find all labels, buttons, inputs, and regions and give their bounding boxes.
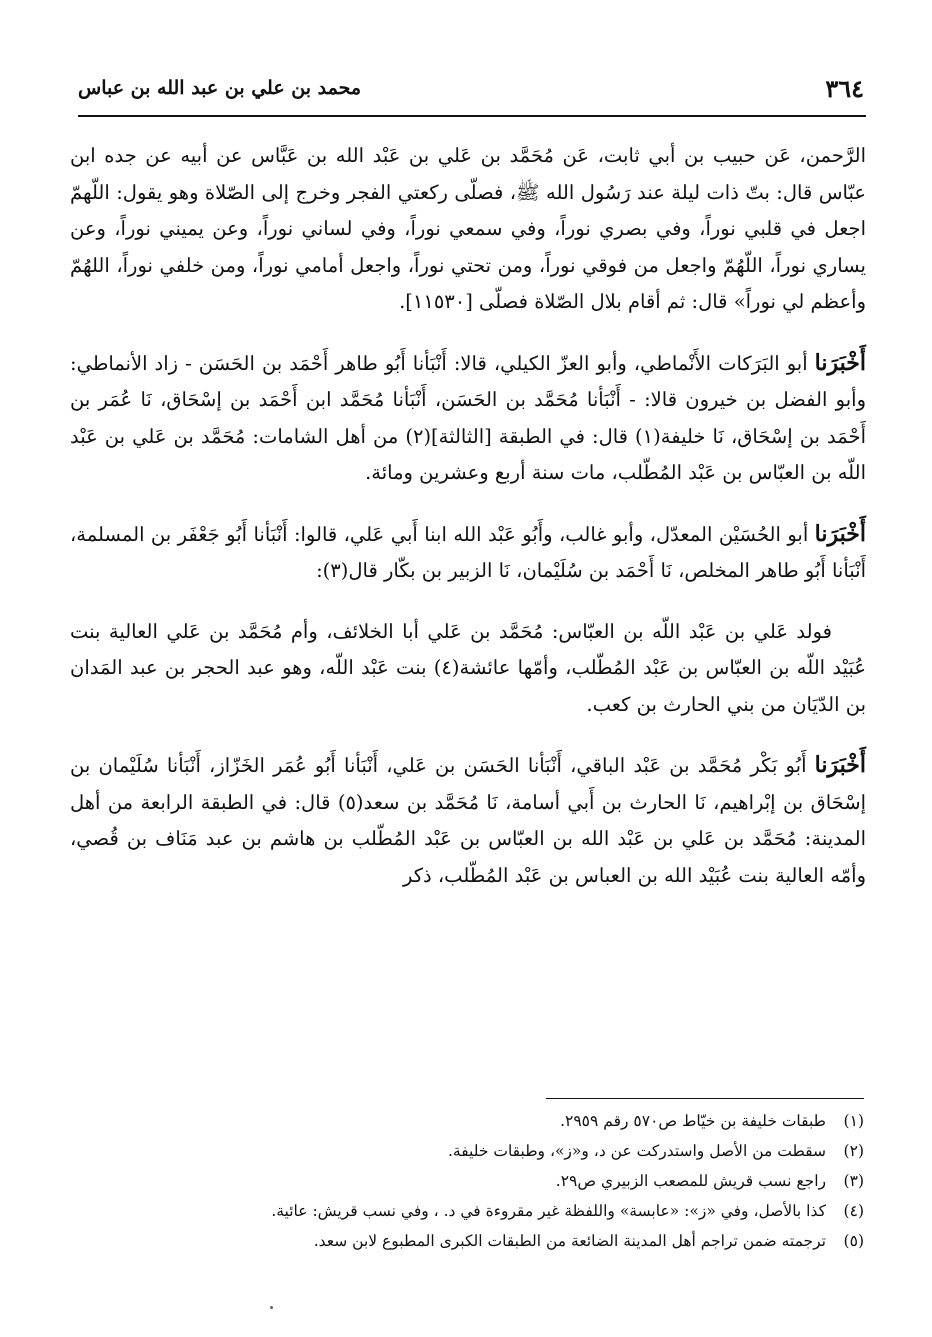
header-rule xyxy=(78,115,866,117)
footnote-text: كذا بالأصل، وفي «ز»: «عابسة» واللفظة غير مقروءة في د. ، وفي نسب قريش: عائية. xyxy=(271,1202,826,1220)
footnote-rule xyxy=(546,1098,864,1099)
paragraph-4 xyxy=(70,614,866,724)
running-title: محمد بن علي بن عبد الله بن عباس xyxy=(78,77,362,99)
paragraph-text: أَبُو بَكْر مُحَمَّد بن عَبْد الباقي، أَنْبَأنا الحَسَن بن عَلي، أَنْبَأنا أَبُو عُمَر الخَزّاز، أَنْبَأنا سُلَيْمان بن إسْحَاق بن إبْراهيم، نَا الحارث بن أَبي أسامة، نَا مُحَمَّد بن سعد(٥) قال: في الطبقة الرابعة من أهل المدينة: مُحَمَّد بن عَلي بن عَبْد الله بن العبّاس بن عَبْد المُطّلب بن هاشم بن عبد مَنَاف بن قُصي، وأمّه العالية بنت عُبَيْد الله بن العباس بن عَبْد المُطّلب، ذكر xyxy=(70,754,866,887)
paragraph-1 xyxy=(70,138,866,321)
paragraph-text: فولد عَلي بن عَبْد اللّه بن العبّاس: مُحَمَّد بن عَلي أبا الخلائف، وأم مُحَمَّد بن عَلي العالية بنت عُبَيْد اللّه بن العبّاس بن عَبْد المُطّلب، وأمّها عائشة(٤) بنت عَبْد اللّه، وهو عبد الحجر بن عبد المَدان بن الدّيَان من بني الحارث بن كعب. xyxy=(70,619,866,716)
paragraph-2 xyxy=(70,345,866,492)
paragraph-3 xyxy=(70,516,866,590)
footnote-number: (٥) xyxy=(843,1232,864,1250)
footnote-number: (٣) xyxy=(843,1172,864,1190)
footnote-text: ترجمته ضمن تراجم أهل المدينة الضائعة من الطبقات الكبرى المطبوع لابن سعد. xyxy=(313,1232,826,1250)
paragraph-text: أبو البَرَكات الأَنْماطي، وأبو العزّ الكيلي، قالا: أَنْبَأنا أَبُو طاهر أَحْمَد بن الحَسَن - زاد الأنماطي: وأبو الفضل بن خيرون قالا: - أَنْبَأنا مُحَمَّد بن الحَسَن، أَنْبَأنا مُحَمَّد ابن أَحْمَد بن إسْحَاق، نَا عُمَر بن أَحْمَد بن إسْحَاق، نَا خليفة(١) قال: في الطبقة [الثالثة](٢) من أهل الشامات: مُحَمَّد بن عَلي بن عَبْد اللّه بن العبّاس بن عَبْد المُطّلب، مات سنة أربع وعشرين ومائة. xyxy=(70,351,866,484)
footnote-text: راجع نسب قريش للمصعب الزبيري ص٢٩. xyxy=(555,1172,826,1190)
footnote-5 xyxy=(80,1226,864,1256)
footnote-number: (٤) xyxy=(843,1202,864,1220)
page-header xyxy=(78,70,864,106)
scan-speck xyxy=(270,1306,273,1309)
footnotes xyxy=(80,1106,864,1256)
paragraph-text: الرَّحمن، عَن حبيب بن أبي ثابت، عَن مُحَمَّد بن عَلي بن عَبْد الله بن عَبَّاس عن أبيه عن جده ابن عبّاس قال: بتّ ذات ليلة عند رَسُول الله ﷺ، فصلّى ركعتي الفجر وخرج إلى الصّلاة وهو يقول: اللّهمّ اجعل في قلبي نوراً، وفي بصري نوراً، وفي سمعي نوراً، وفي لساني نوراً، وعن يميني نوراً، وعن يساري نوراً، اللّهُمّ واجعل من فوقي نوراً، ومن تحتي نوراً، واجعل أمامي نوراً، ومن خلفي نوراً، اللهُمّ وأعظم لي نوراً» قال: ثم أقام بلال الصّلاة فصلّى [١١٥٣٠]. xyxy=(70,144,866,313)
footnote-2 xyxy=(80,1136,864,1166)
paragraph-5 xyxy=(70,747,866,894)
footnote-number: (١) xyxy=(843,1112,864,1130)
main-text xyxy=(70,138,866,918)
paragraph-lead-word: أَخْبَرَنا xyxy=(814,752,866,778)
footnote-1 xyxy=(80,1106,864,1136)
paragraph-lead-word: أَخْبَرَنا xyxy=(814,520,866,547)
footnote-text: سقطت من الأصل واستدركت عن د، و«ز»، وطبقات خليفة. xyxy=(447,1142,826,1160)
footnote-3 xyxy=(80,1166,864,1196)
footnote-text: طبقات خليفة بن خيّاط ص٥٧٠ رقم ٢٩٥٩. xyxy=(560,1112,826,1130)
footnote-4 xyxy=(80,1196,864,1226)
page-number: ٣٦٤ xyxy=(825,73,864,103)
footnote-number: (٢) xyxy=(843,1142,864,1160)
paragraph-text: أبو الحُسَيْن المعدّل، وأبو غالب، وأَبُو عَبْد الله ابنا أَبي عَلي، قالوا: أَنْبَأنا أَبُو جَعْفَر بن المسلمة، أَنْبَأنا أَبُو طاهر المخلص، نَا أَحْمَد بن سُلَيْمان، نَا الزبير بن بكّار قال(٣): xyxy=(70,522,866,582)
paragraph-lead-word: أَخْبَرَنا xyxy=(814,349,866,376)
